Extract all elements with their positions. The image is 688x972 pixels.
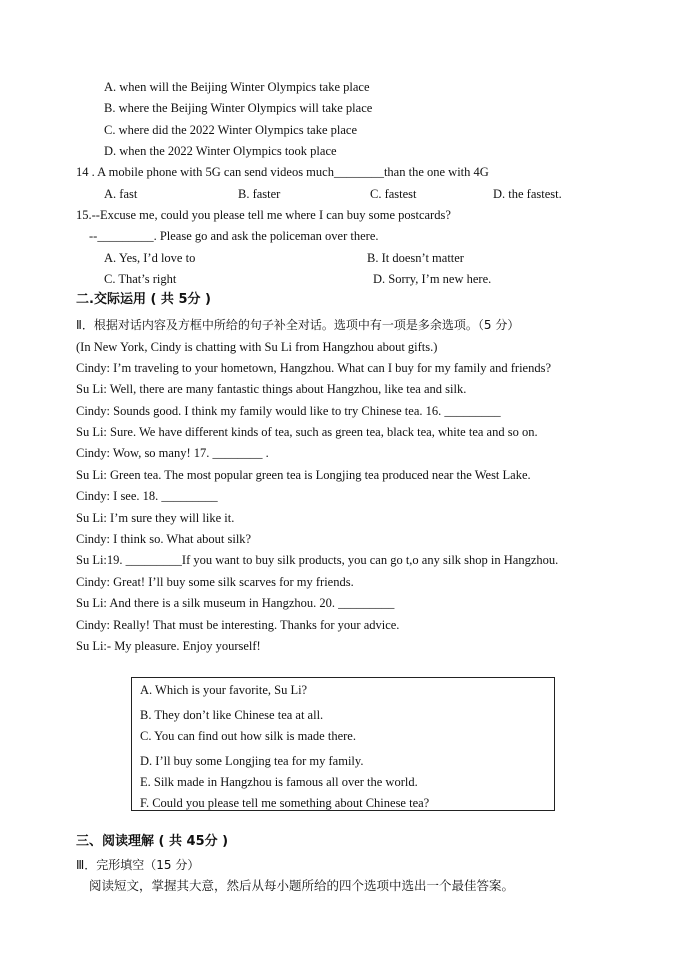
q14-stem: 14 . A mobile phone with 5G can send videos much________than the one with 4G <box>76 165 489 179</box>
box-option-d: D. I’ll buy some Longjing tea for my family. <box>140 754 364 768</box>
q13-option-a: A. when will the Beijing Winter Olympics take place <box>104 80 370 94</box>
dialogue-line: Su Li: I’m sure they will like it. <box>76 511 235 525</box>
q15-option-a: A. Yes, I’d love to <box>104 251 196 265</box>
q14-option-c: C. fastest <box>370 187 417 201</box>
box-option-f: F. Could you please tell me something about Chinese tea? <box>140 796 430 810</box>
section3-subheading: Ⅲ．完形填空（15 分） <box>76 858 200 872</box>
options-box <box>131 677 555 811</box>
q13-option-c: C. where did the 2022 Winter Olympics take place <box>104 123 358 137</box>
q15-option-d: D. Sorry, I’m new here. <box>373 272 492 286</box>
q15-option-c: C. That’s right <box>104 272 177 286</box>
section3-heading: 三、阅读理解 ( 共 45分 ) <box>76 834 229 849</box>
q13-option-d: D. when the 2022 Winter Olympics took place <box>104 144 337 158</box>
q15-option-b: B. It doesn’t matter <box>367 251 464 265</box>
dialogue-line: Su Li:19. _________If you want to buy silk products, you can go t,o any silk shop in Hangzhou. <box>76 553 559 567</box>
section2-heading: 二.交际运用 ( 共 5分 ) <box>76 292 211 307</box>
dialogue-line: Su Li: And there is a silk museum in Hangzhou. 20. _________ <box>76 596 395 610</box>
q14-option-a: A. fast <box>104 187 138 201</box>
dialogue-line: Cindy: Sounds good. I think my family would like to try Chinese tea. 16. _________ <box>76 404 501 418</box>
dialogue-line: Su Li: Well, there are many fantastic things about Hangzhou, like tea and silk. <box>76 382 467 396</box>
q14-option-b: B. faster <box>238 187 281 201</box>
dialogue-line: Su Li:- My pleasure. Enjoy yourself! <box>76 639 261 653</box>
box-option-c: C. You can find out how silk is made there. <box>140 729 356 743</box>
section2-instruction: Ⅱ．根据对话内容及方框中所给的句子补全对话。选项中有一项是多余选项。（5 分） <box>76 318 520 332</box>
dialogue-line: Cindy: Wow, so many! 17. ________ . <box>76 446 269 460</box>
dialogue-line: Su Li: Green tea. The most popular green tea is Longjing tea produced near the West Lake. <box>76 468 531 482</box>
box-option-b: B. They don’t like Chinese tea at all. <box>140 708 324 722</box>
box-option-a: A. Which is your favorite, Su Li? <box>140 683 308 697</box>
section3-instruction: 阅读短文，掌握其大意，然后从每小题所给的四个选项中选出一个最佳答案。 <box>89 878 515 893</box>
dialogue-line: Cindy: I’m traveling to your hometown, Hangzhou. What can I buy for my family and friends? <box>76 361 551 375</box>
dialogue-line: Cindy: I think so. What about silk? <box>76 532 252 546</box>
q13-option-b: B. where the Beijing Winter Olympics will take place <box>104 101 373 115</box>
dialogue-line: Cindy: Great! I’ll buy some silk scarves for my friends. <box>76 575 354 589</box>
q15-reply: --_________. Please go and ask the policeman over there. <box>89 229 379 243</box>
box-option-e: E. Silk made in Hangzhou is famous all over the world. <box>140 775 418 789</box>
dialogue-line: Cindy: I see. 18. _________ <box>76 489 218 503</box>
section2-context: (In New York, Cindy is chatting with Su Li from Hangzhou about gifts.) <box>76 340 438 354</box>
q14-option-d: D. the fastest. <box>493 187 562 201</box>
q15-stem: 15.--Excuse me, could you please tell me where I can buy some postcards? <box>76 208 451 222</box>
dialogue-line: Cindy: Really! That must be interesting. Thanks for your advice. <box>76 618 400 632</box>
dialogue-line: Su Li: Sure. We have different kinds of tea, such as green tea, black tea, white tea and so on. <box>76 425 538 439</box>
